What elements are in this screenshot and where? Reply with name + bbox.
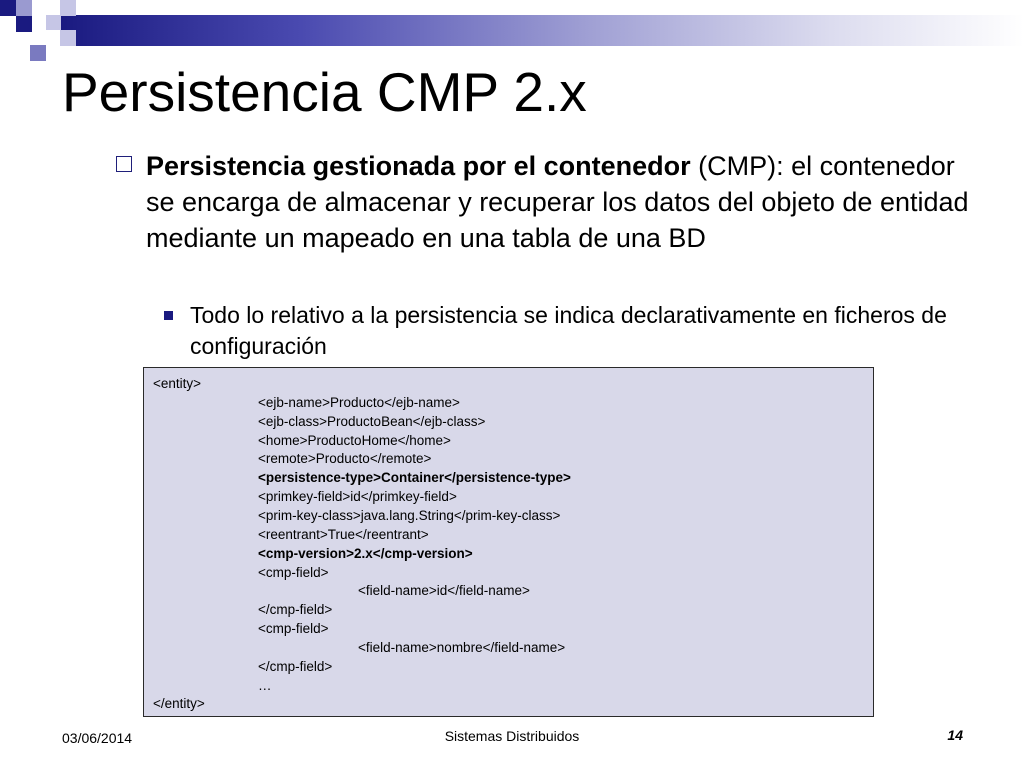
code-line: <ejb-class>ProductoBean</ejb-class> [258, 413, 486, 429]
code-line: <field-name>nombre</field-name> [358, 639, 566, 655]
hollow-square-bullet-icon [116, 156, 132, 172]
footer-date: 03/06/2014 [62, 730, 133, 746]
code-line: <home>ProductoHome</home> [258, 432, 451, 448]
bullet-level-2 [164, 300, 964, 362]
code-line: </cmp-field> [258, 602, 333, 618]
code-line: <reentrant>True</reentrant> [258, 526, 429, 542]
code-line: <persistence-type>Container</persistence-type> [258, 470, 571, 486]
code-line: … [258, 677, 272, 693]
slide-title: Persistencia CMP 2.x [62, 61, 587, 123]
code-line: <field-name>id</field-name> [358, 583, 530, 599]
decor-square [60, 30, 76, 46]
code-line: <prim-key-class>java.lang.String</prim-key-class> [258, 507, 561, 523]
filled-square-bullet-icon [164, 311, 173, 320]
decor-square [30, 45, 46, 61]
header-gradient-bar [60, 15, 1024, 46]
code-line: <cmp-field> [258, 621, 329, 637]
page-number: 14 [947, 727, 963, 743]
bullet-level-1 [116, 148, 976, 256]
code-line: <ejb-name>Producto</ejb-name> [258, 394, 460, 410]
decor-square [16, 16, 32, 32]
code-line: <entity> [153, 376, 202, 391]
code-line: <cmp-field> [258, 564, 329, 580]
code-line: </entity> [153, 696, 205, 712]
bullet-level-2-text: Todo lo relativo a la persistencia se indica declarativamente en ficheros de configuración [190, 302, 947, 359]
code-line: <cmp-version>2.x</cmp-version> [258, 545, 473, 561]
xml-code-box [143, 367, 874, 717]
decor-square [60, 0, 76, 16]
code-line: <remote>Producto</remote> [258, 451, 432, 467]
code-line: </cmp-field> [258, 658, 333, 674]
decor-square [46, 15, 61, 30]
bullet-level-1-rest-text: (CMP): el contenedor se encarga de almacenar y recuperar los datos del objeto de entidad mediante un mapeado en una tabla de una BD [146, 151, 969, 253]
code-line: <primkey-field>id</primkey-field> [258, 489, 457, 505]
bullet-level-1-bold-text: Persistencia gestionada por el contenedor [146, 151, 691, 181]
footer-title: Sistemas Distribuidos [444, 728, 580, 744]
bullet-level-1-text [146, 148, 976, 256]
decor-square [16, 0, 32, 16]
decor-square [0, 0, 16, 16]
